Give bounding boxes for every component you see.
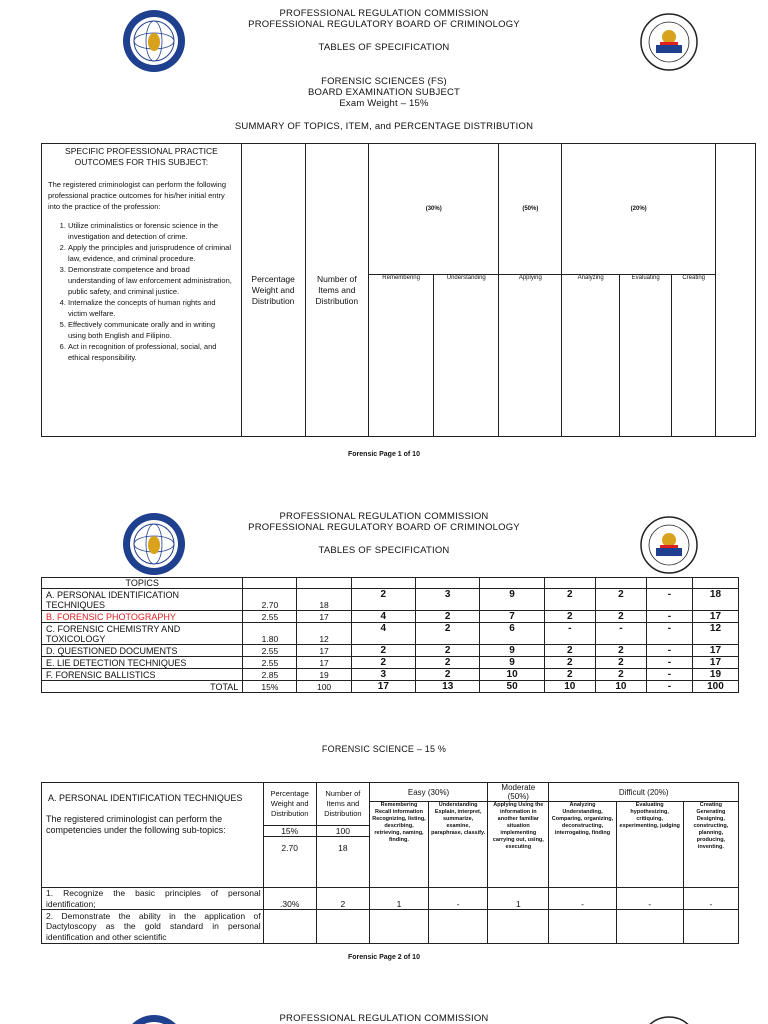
topic-total: 17 [692, 645, 738, 657]
competency-intro: The registered criminologist can perform the competencies under the following sub-topics: [46, 814, 226, 835]
topic-name: C. FORENSIC CHEMISTRY AND TOXICOLOGY [42, 623, 243, 645]
topic-name: A. PERSONAL IDENTIFICATION TECHNIQUES [42, 589, 243, 611]
detail-row [42, 910, 739, 944]
outcome-item: 6. Act in recognition of professional, social, and ethical responsibility. [68, 341, 235, 363]
topics-header: TOPICS [42, 578, 243, 589]
detail-moderate: Moderate (50%) [488, 783, 549, 802]
topic-level-value: - [646, 645, 692, 657]
topics-table [41, 577, 739, 693]
topic-pct: 2.55 [243, 657, 297, 669]
topic-level-value: 2 [595, 645, 646, 657]
competency-text: 2. Demonstrate the ability in the application of Dactyloscopy as the gold standard in personal identification and other scientific [42, 910, 264, 944]
exam-weight: Exam Weight – 15% [339, 98, 429, 109]
topic-level-value: 7 [480, 611, 544, 623]
topic-level-value: 2 [416, 657, 480, 669]
outcome-item: 1. Utilize criminalistics or forensic science in the investigation and detection of crime. [68, 220, 235, 242]
level-evaluating: Evaluating [620, 275, 672, 437]
criminology-seal-3 [640, 1016, 698, 1024]
topic-total: 18 [692, 589, 738, 611]
topic-num: 17 [297, 657, 351, 669]
summary-title: SUMMARY OF TOPICS, ITEM, and PERCENTAGE DISTRIBUTION [234, 121, 534, 132]
detail-num-header: Number of Items and Distribution [316, 783, 369, 826]
difficult-header: (20%) [562, 144, 716, 275]
topic-level-value: 2 [595, 589, 646, 611]
subject-title: FORENSIC SCIENCES (FS) [321, 76, 447, 87]
topic-level-value: 2 [351, 657, 415, 669]
detail-evaluating: Evaluating hypothesizing, critiquing, experimenting, judging [616, 802, 683, 888]
topic-num: 19 [297, 669, 351, 681]
topic-level-value: - [544, 623, 595, 645]
outcomes-intro: The registered criminologist can perform the following professional practice outcomes for his/her initial entry into the practice of the profession: [48, 180, 226, 211]
competency-level-value [429, 910, 488, 944]
summary-table [41, 143, 756, 437]
detail-remembering: Remembering Recall information Recognizing, listing, describing, retrieving, naming, finding. [369, 802, 428, 888]
total-level-value: 17 [351, 681, 415, 693]
header-line2: PROFESSIONAL REGULATORY BOARD OF CRIMINOLOGY [248, 522, 520, 533]
topic-level-value: 2 [544, 589, 595, 611]
competency-level-value: 1 [369, 888, 428, 910]
competency-level-value: - [429, 888, 488, 910]
outcome-item: 5. Effectively communicate orally and in writing using both English and Filipino. [68, 319, 235, 341]
moderate-header: (50%) [499, 144, 562, 275]
topic-name: F. FORENSIC BALLISTICS [42, 669, 243, 681]
header-line1: PROFESSIONAL REGULATION COMMISSION [279, 1013, 489, 1024]
topic-level-value: 2 [595, 657, 646, 669]
competency-num: 2 [316, 888, 369, 910]
topic-total: 17 [692, 611, 738, 623]
topic-level-value: 3 [351, 669, 415, 681]
topic-level-value: 2 [595, 611, 646, 623]
table-row [42, 645, 739, 657]
topic-num: 18 [297, 589, 351, 611]
topic-level-value: - [646, 611, 692, 623]
detail-pct-header: Percentage Weight and Distribution [263, 783, 316, 826]
topic-level-value: 2 [544, 657, 595, 669]
header-line2: PROFESSIONAL REGULATORY BOARD OF CRIMINOLOGY [248, 19, 520, 30]
total-level-value: 50 [480, 681, 544, 693]
page-number-2: Forensic Page 2 of 10 [348, 954, 420, 961]
pct-header: Percentage Weight and Distribution [241, 144, 305, 437]
outcome-item: 3. Demonstrate competence and broad understanding of law enforcement administration, public safety, and criminal justice. [68, 264, 235, 297]
outcomes-list [48, 220, 235, 363]
competency-level-value: - [616, 888, 683, 910]
competency-level-value: 1 [488, 888, 549, 910]
competency-num [316, 910, 369, 944]
section-title: FORENSIC SCIENCE – 15 % [321, 744, 447, 754]
competency-level-value [369, 910, 428, 944]
level-applying: Applying [499, 275, 562, 437]
topic-pct: 2.55 [243, 645, 297, 657]
topic-total: 17 [692, 657, 738, 669]
topic-name: B. FORENSIC PHOTOGRAPHY [42, 611, 243, 623]
topic-level-value: 2 [595, 669, 646, 681]
header-line3: TABLES OF SPECIFICATION [318, 42, 450, 53]
topic-level-value: - [646, 589, 692, 611]
detail-difficult: Difficult (20%) [549, 783, 739, 802]
table-row [42, 669, 739, 681]
topic-level-value: 2 [351, 589, 415, 611]
detail-table [41, 782, 739, 944]
topic-level-value: - [646, 623, 692, 645]
topic-level-value: 2 [351, 645, 415, 657]
topic-level-value: 2 [544, 669, 595, 681]
level-analyzing: Analyzing [562, 275, 620, 437]
detail-topic-cell [42, 783, 264, 888]
detail-num-values: 100 18 [316, 826, 369, 888]
topic-pct: 2.85 [243, 669, 297, 681]
topic-level-value: 2 [416, 669, 480, 681]
topic-level-value: 2 [416, 623, 480, 645]
detail-applying: Applying Using the information in another familiar situation implementing carrying out, using, executing [488, 802, 549, 888]
detail-topic: A. PERSONAL IDENTIFICATION TECHNIQUES [48, 793, 243, 803]
outcome-item: 2. Apply the principles and jurisprudence of criminal law, evidence, and criminal procedure. [68, 242, 235, 264]
topic-total: 12 [692, 623, 738, 645]
total-level-value: 13 [416, 681, 480, 693]
total-label: TOTAL [42, 681, 243, 693]
header-line1: PROFESSIONAL REGULATION COMMISSION [279, 8, 489, 19]
total-level-value: 10 [544, 681, 595, 693]
detail-understanding: Understanding Explain, interpret, summarize, examine, paraphrase, classify. [429, 802, 488, 888]
topic-level-value: - [646, 657, 692, 669]
subject-subtitle: BOARD EXAMINATION SUBJECT [307, 87, 461, 98]
detail-easy: Easy (30%) [369, 783, 487, 802]
topic-level-value: - [646, 669, 692, 681]
competency-level-value: - [683, 888, 738, 910]
topic-level-value: 9 [480, 657, 544, 669]
total-row [42, 681, 739, 693]
topic-level-value: 9 [480, 589, 544, 611]
header-line1: PROFESSIONAL REGULATION COMMISSION [279, 511, 489, 522]
topic-pct: 2.70 [243, 589, 297, 611]
blank-col [715, 144, 755, 437]
detail-row [42, 888, 739, 910]
topic-num: 12 [297, 623, 351, 645]
grand-total: 100 [692, 681, 738, 693]
table-row [42, 611, 739, 623]
topic-name: D. QUESTIONED DOCUMENTS [42, 645, 243, 657]
num-header: Number of Items and Distribution [305, 144, 369, 437]
competency-level-value [549, 910, 616, 944]
topic-level-value: 2 [416, 611, 480, 623]
table-row [42, 657, 739, 669]
level-understanding: Understanding [434, 275, 499, 437]
topic-level-value: 3 [416, 589, 480, 611]
topic-level-value: 4 [351, 623, 415, 645]
header-line3: TABLES OF SPECIFICATION [318, 545, 450, 556]
topic-level-value: 10 [480, 669, 544, 681]
level-remembering: Remembering [369, 275, 434, 437]
topic-level-value: 6 [480, 623, 544, 645]
easy-header: (30%) [369, 144, 499, 275]
topic-num: 17 [297, 611, 351, 623]
competency-text: 1. Recognize the basic principles of personal identification; [42, 888, 264, 910]
competency-level-value [488, 910, 549, 944]
total-level-value: 10 [595, 681, 646, 693]
topic-level-value: - [595, 623, 646, 645]
topic-name: E. LIE DETECTION TECHNIQUES [42, 657, 243, 669]
detail-pct-values: 15% 2.70 [263, 826, 316, 888]
total-num: 100 [297, 681, 351, 693]
table-row [42, 589, 739, 611]
topic-pct: 2.55 [243, 611, 297, 623]
total-pct: 15% [243, 681, 297, 693]
page-number-1: Forensic Page 1 of 10 [348, 451, 420, 458]
competency-pct [263, 910, 316, 944]
table-row [42, 623, 739, 645]
total-level-value: - [646, 681, 692, 693]
competency-level-value: - [549, 888, 616, 910]
topic-level-value: 2 [544, 611, 595, 623]
topic-total: 19 [692, 669, 738, 681]
prc-seal-3 [122, 1014, 186, 1024]
topic-pct: 1.80 [243, 623, 297, 645]
detail-creating: Creating Generating Designing, constructing, planning, producing, inventing. [683, 802, 738, 888]
topic-num: 17 [297, 645, 351, 657]
topic-level-value: 2 [544, 645, 595, 657]
outcomes-heading: SPECIFIC PROFESSIONAL PRACTICE OUTCOMES FOR THIS SUBJECT: [65, 146, 218, 167]
topic-level-value: 9 [480, 645, 544, 657]
competency-level-value [616, 910, 683, 944]
competency-level-value [683, 910, 738, 944]
outcome-item: 4. Internalize the concepts of human rights and victim welfare. [68, 297, 235, 319]
topic-level-value: 4 [351, 611, 415, 623]
outcomes-cell [42, 144, 242, 437]
topic-level-value: 2 [416, 645, 480, 657]
competency-pct: .30% [263, 888, 316, 910]
level-creating: Creating [672, 275, 716, 437]
detail-analyzing: Analyzing Understanding, Comparing, organizing, deconstructing, interrogating, finding [549, 802, 616, 888]
